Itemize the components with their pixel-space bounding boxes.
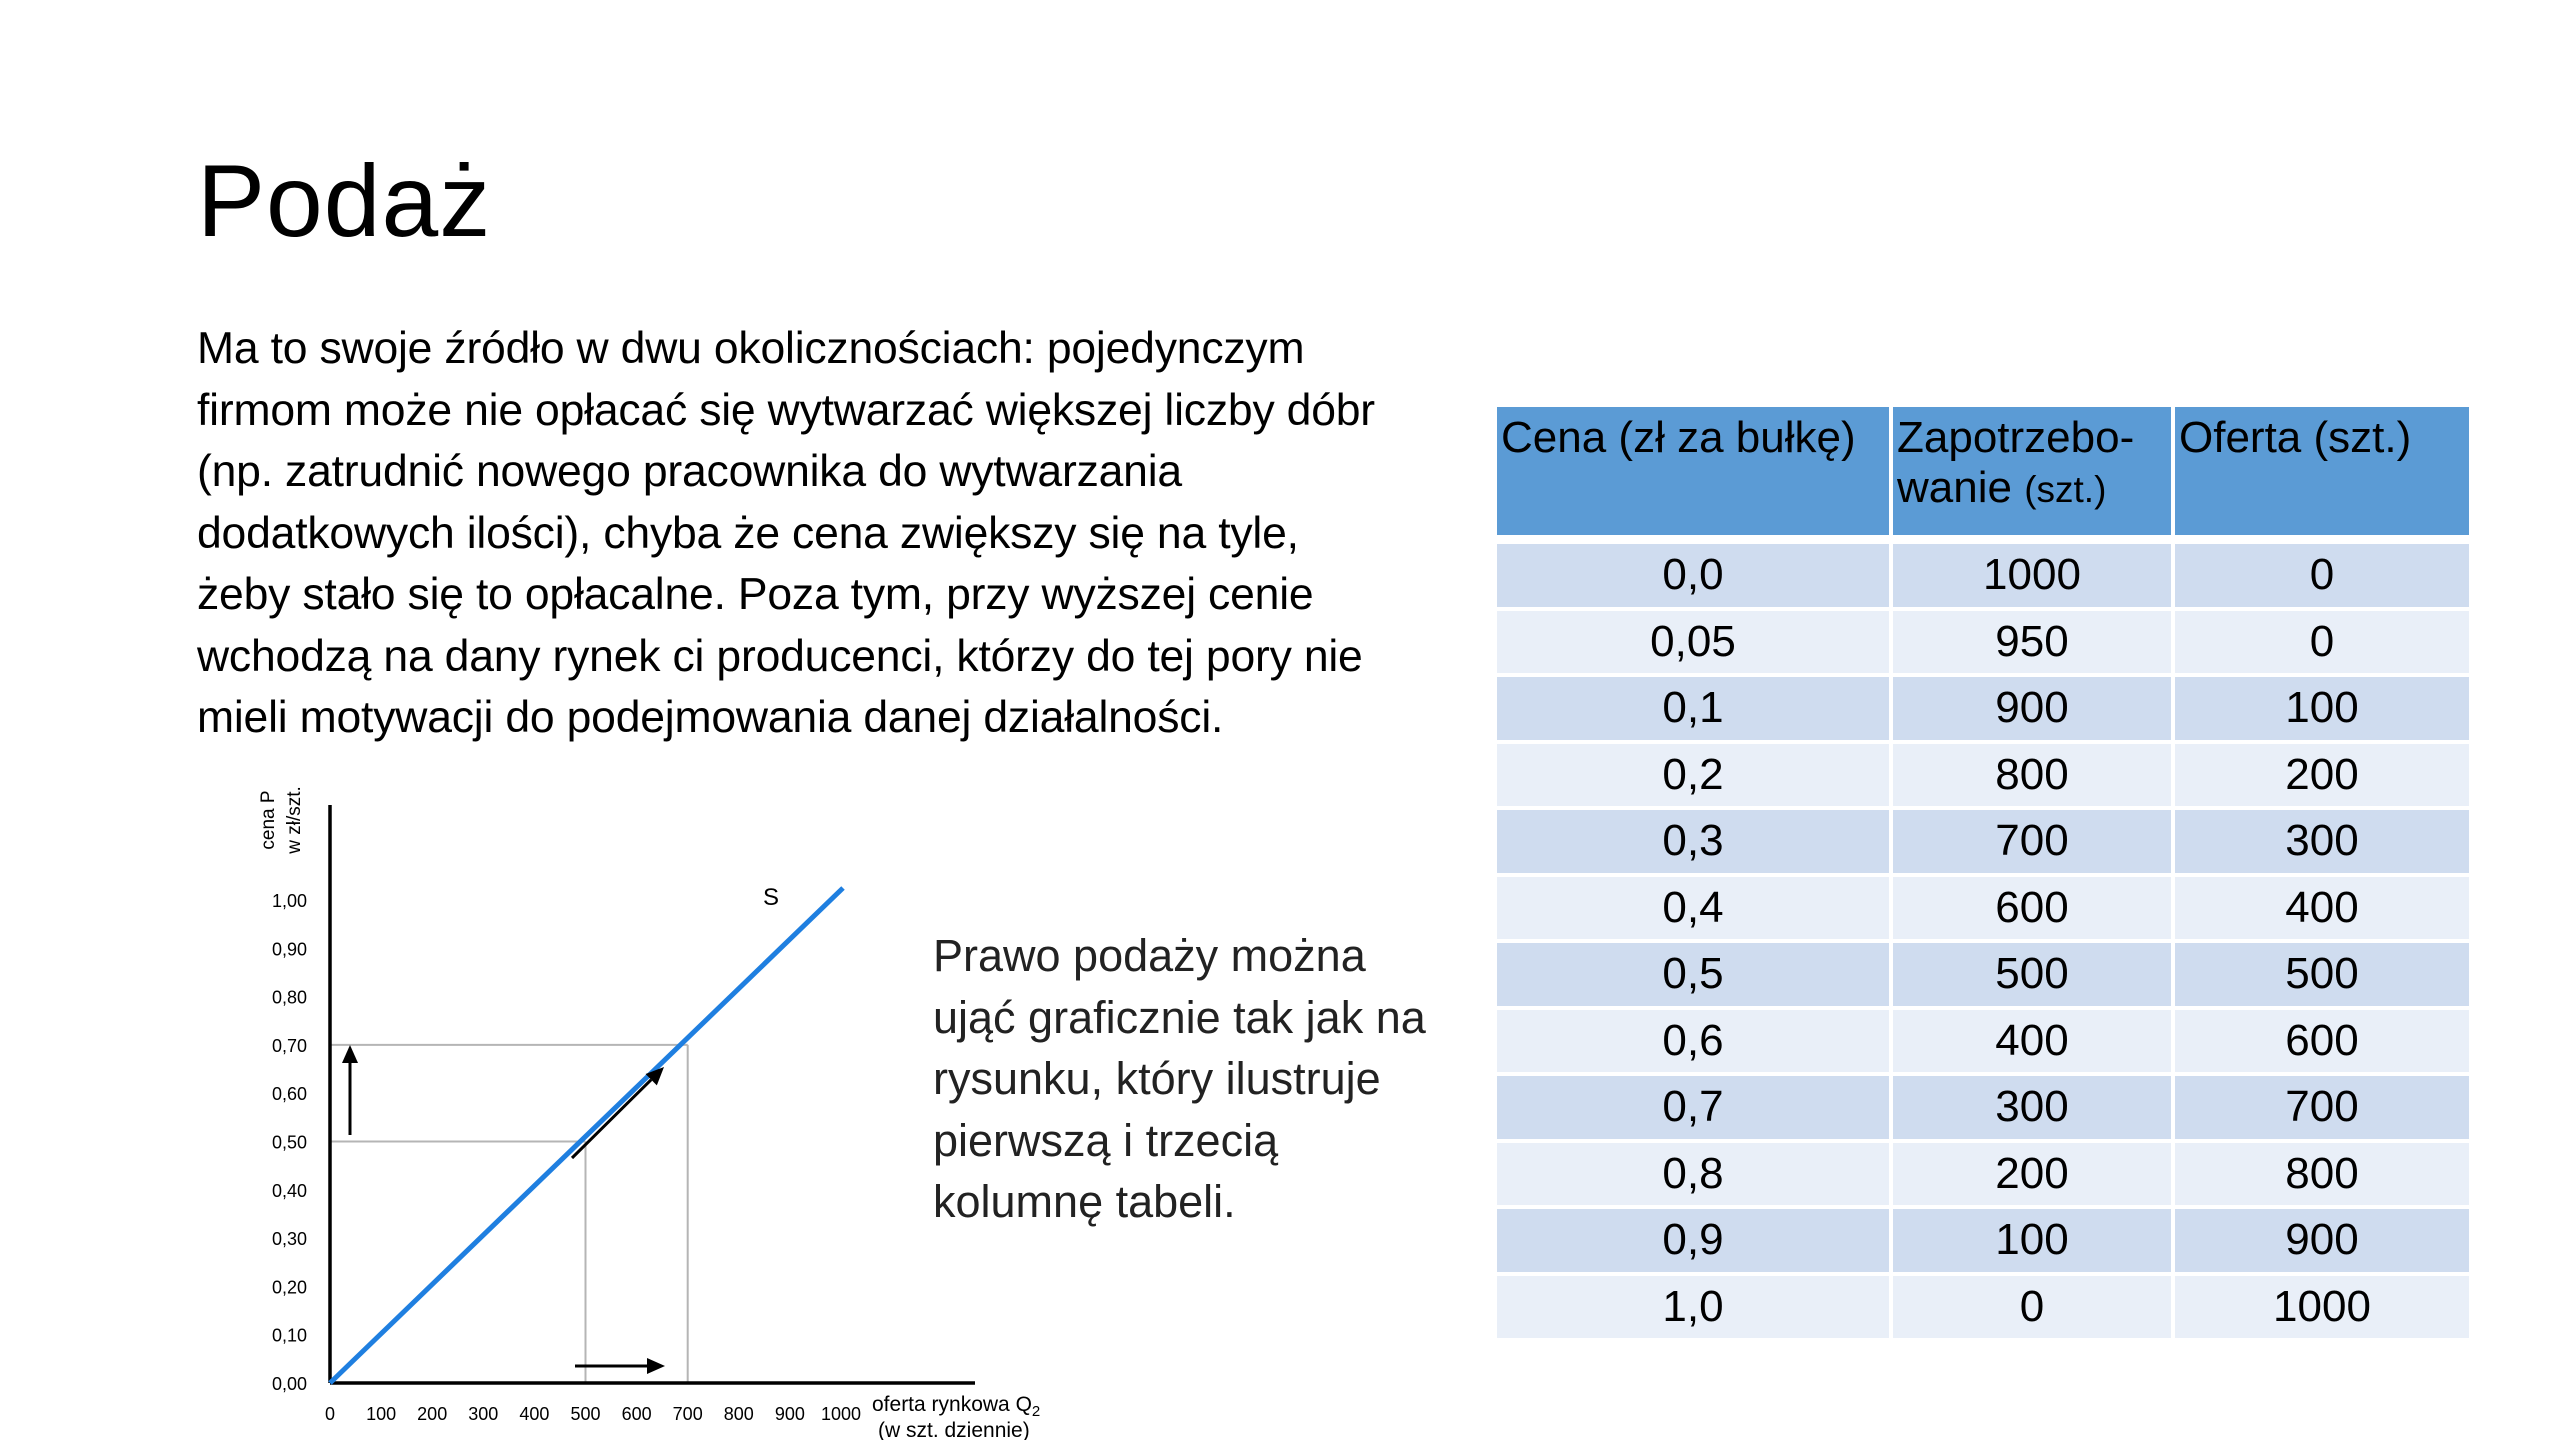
cell-price: 0,1 <box>1497 675 1891 742</box>
table-row <box>1497 609 2469 676</box>
y-tick-label: 0,10 <box>271 1325 307 1346</box>
cell-demand: 900 <box>1891 675 2173 742</box>
cell-supply: 700 <box>2173 1074 2469 1141</box>
x-axis-label-subscript: 2 <box>1031 1403 1041 1420</box>
cell-demand: 600 <box>1891 875 2173 942</box>
cell-price: 0,5 <box>1497 941 1891 1008</box>
y-tick-label: 0,90 <box>271 939 307 960</box>
cell-demand: 400 <box>1891 1008 2173 1075</box>
x-tick-label: 300 <box>468 1404 499 1424</box>
x-tick-label: 500 <box>570 1404 601 1424</box>
cell-price: 0,0 <box>1497 540 1891 609</box>
cell-supply: 400 <box>2173 875 2469 942</box>
cell-demand: 800 <box>1891 742 2173 809</box>
cell-supply: 0 <box>2173 540 2469 609</box>
header-demand-label-cont: wanie <box>1897 463 2012 512</box>
cell-price: 0,6 <box>1497 1008 1891 1075</box>
x-tick-label: 800 <box>723 1404 754 1424</box>
header-price <box>1497 407 1891 540</box>
y-tick-label: 0,30 <box>271 1229 307 1250</box>
x-tick-label: 700 <box>672 1404 703 1424</box>
x-tick-label: 200 <box>417 1404 448 1424</box>
cell-demand: 950 <box>1891 609 2173 676</box>
table-row <box>1497 808 2469 875</box>
header-supply <box>2173 407 2469 540</box>
cell-supply: 500 <box>2173 941 2469 1008</box>
header-demand-label: Zapotrzebo- <box>1897 413 2135 462</box>
cell-supply: 900 <box>2173 1207 2469 1274</box>
cell-supply: 100 <box>2173 675 2469 742</box>
table-row <box>1497 1207 2469 1274</box>
cell-supply: 600 <box>2173 1008 2469 1075</box>
cell-demand: 300 <box>1891 1074 2173 1141</box>
cell-demand: 100 <box>1891 1207 2173 1274</box>
quantity-increase-arrow <box>575 1358 665 1374</box>
y-axis-label <box>258 786 305 855</box>
cell-price: 0,8 <box>1497 1141 1891 1208</box>
x-axis-label-line2: (w szt. dziennie) <box>878 1419 1030 1440</box>
slide-title: Podaż <box>197 144 492 258</box>
table-row <box>1497 1274 2469 1341</box>
cell-demand: 0 <box>1891 1274 2173 1341</box>
cell-price: 0,3 <box>1497 808 1891 875</box>
table-row <box>1497 1141 2469 1208</box>
cell-price: 0,7 <box>1497 1074 1891 1141</box>
x-tick-labels <box>325 1404 861 1424</box>
y-tick-label: 0,50 <box>271 1132 307 1153</box>
table-row <box>1497 742 2469 809</box>
y-tick-label: 0,80 <box>271 987 307 1008</box>
cell-price: 1,0 <box>1497 1274 1891 1341</box>
cell-supply: 1000 <box>2173 1274 2469 1341</box>
cell-demand: 700 <box>1891 808 2173 875</box>
x-axis-label-text: oferta rynkowa Q <box>872 1393 1032 1416</box>
x-tick-label: 600 <box>621 1404 652 1424</box>
cell-demand: 200 <box>1891 1141 2173 1208</box>
table-row <box>1497 540 2469 609</box>
x-tick-label: 900 <box>774 1404 805 1424</box>
x-axis-label-line1 <box>872 1393 1040 1420</box>
price-table <box>1497 407 2469 1342</box>
table-row <box>1497 675 2469 742</box>
x-tick-label: 1000 <box>820 1404 862 1424</box>
table-row <box>1497 875 2469 942</box>
cell-supply: 800 <box>2173 1141 2469 1208</box>
intro-paragraph: Ma to swoje źródło w dwu okolicznościach: pojedynczym firmom może nie opłacać się wytwarzać większej liczby dóbr (np. zatrudnić nowego pracownika do wytwarzania dodatkowych ilości), chyba że cena zwiększy się na tyle, żeby stało się to opłacalne. Poza tym, przy wyższej cenie wchodzą na dany rynek ci producenci, którzy do tej pory nie mieli motywacji do podejmowania danej działalności. <box>197 324 1375 742</box>
cell-price: 0,4 <box>1497 875 1891 942</box>
cell-supply: 0 <box>2173 609 2469 676</box>
table-row <box>1497 1074 2469 1141</box>
table-header-row <box>1497 407 2469 540</box>
series-label: S <box>763 884 780 911</box>
cell-price: 0,9 <box>1497 1207 1891 1274</box>
y-tick-label: 1,00 <box>271 891 307 911</box>
header-demand <box>1891 407 2173 540</box>
y-tick-label: 0,70 <box>271 1035 307 1056</box>
table-row <box>1497 1008 2469 1075</box>
price-increase-arrow <box>342 1045 358 1135</box>
y-tick-label: 0,00 <box>271 1374 307 1394</box>
y-tick-labels <box>272 891 307 1394</box>
cell-price: 0,2 <box>1497 742 1891 809</box>
header-price-label: Cena (zł za bułkę) <box>1501 413 1856 462</box>
cell-demand: 500 <box>1891 941 2173 1008</box>
along-curve-arrow <box>572 1067 664 1158</box>
y-axis-label-line1: cena P <box>258 790 279 850</box>
x-tick-label: 100 <box>366 1404 397 1424</box>
y-axis-label-line2: w zł/szt. <box>284 786 305 854</box>
header-supply-label: Oferta (szt.) <box>2179 413 2412 462</box>
x-tick-label: 0 <box>324 1404 336 1424</box>
y-tick-label: 0,60 <box>271 1084 307 1105</box>
table-row <box>1497 941 2469 1008</box>
x-tick-label: 400 <box>519 1404 550 1424</box>
cell-price: 0,05 <box>1497 609 1891 676</box>
cell-supply: 300 <box>2173 808 2469 875</box>
cell-demand: 1000 <box>1891 540 2173 609</box>
header-demand-unit: (szt.) <box>2024 469 2107 510</box>
y-tick-label: 0,20 <box>271 1277 307 1298</box>
caption-paragraph: Prawo podaży można ująć graficznie tak jak na rysunku, który ilustruje pierwszą i trzecią kolumnę tabeli. <box>933 930 1426 1227</box>
cell-supply: 200 <box>2173 742 2469 809</box>
y-tick-label: 0,40 <box>271 1180 307 1201</box>
